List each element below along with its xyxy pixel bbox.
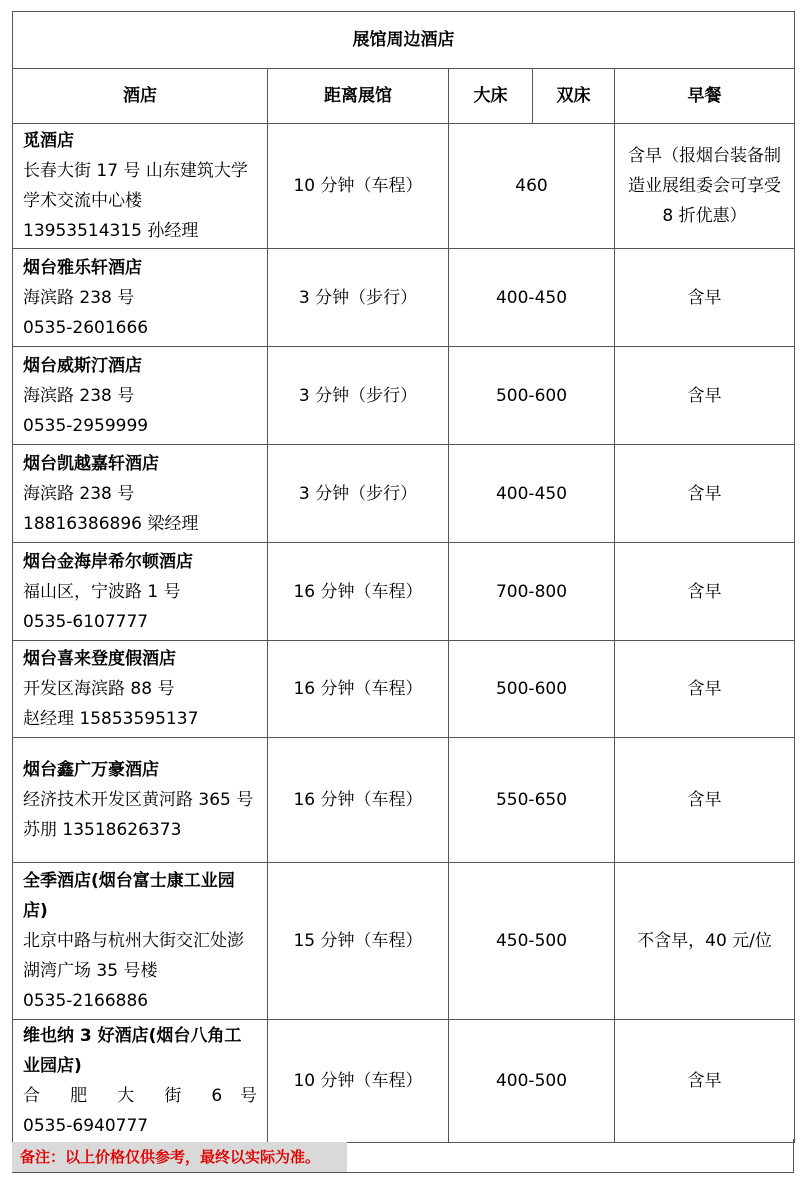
hotel-contact: 苏朋 13518626373: [23, 820, 182, 840]
table-row: [13, 641, 795, 738]
hotel-contact: 0535-2601666: [23, 317, 149, 338]
hotel-contact: 0535-6107777: [23, 611, 149, 632]
table-row: [13, 543, 795, 641]
header-twin-bed: 双床: [533, 69, 615, 124]
hotel-contact: 赵经理 15853595137: [23, 709, 199, 729]
price-cell: 460: [449, 124, 615, 249]
hotel-name: 烟台凯越嘉轩酒店: [23, 453, 159, 474]
hotel-address: 北京中路与杭州大街交汇处澎湖湾广场 35 号楼: [23, 931, 244, 981]
hotel-name: 烟台喜来登度假酒店: [23, 649, 176, 669]
distance-cell: 3 分钟（步行）: [268, 445, 449, 543]
hotel-cell: [13, 738, 268, 863]
distance-cell: 16 分钟（车程）: [268, 641, 449, 738]
hotel-cell: [13, 124, 268, 249]
distance-cell: 16 分钟（车程）: [268, 738, 449, 863]
breakfast-cell: 含早: [615, 543, 795, 641]
hotel-address: 合 肥 大 街 6 号: [23, 1086, 257, 1106]
hotel-name: 烟台鑫广万豪酒店: [23, 760, 159, 780]
hotel-name: 全季酒店(烟台富士康工业园店): [23, 871, 235, 921]
distance-cell: 10 分钟（车程）: [268, 1020, 449, 1143]
hotel-address: 海滨路 238 号: [23, 483, 135, 504]
header-breakfast: 早餐: [615, 69, 795, 124]
price-cell: 450-500: [449, 863, 615, 1020]
hotel-cell: [13, 543, 268, 641]
hotel-address: 经济技术开发区黄河路 365 号: [23, 790, 254, 810]
breakfast-cell: 含早（报烟台装备制造业展组委会可享受 8 折优惠）: [615, 124, 795, 249]
hotel-address: 长春大街 17 号 山东建筑大学学术交流中心楼: [23, 161, 248, 211]
hotel-contact: 13953514315 孙经理: [23, 221, 199, 241]
price-cell: 550-650: [449, 738, 615, 863]
hotel-name: 烟台威斯汀酒店: [23, 355, 142, 376]
hotel-cell: [13, 1020, 268, 1143]
price-cell: 500-600: [449, 347, 615, 445]
table-row: [13, 445, 795, 543]
hotel-cell: [13, 863, 268, 1020]
header-hotel: 酒店: [13, 69, 268, 124]
table-row: [13, 347, 795, 445]
distance-cell: 3 分钟（步行）: [268, 249, 449, 347]
hotel-contact: 0535-6940777: [23, 1116, 149, 1136]
breakfast-cell: 含早: [615, 1020, 795, 1143]
breakfast-cell: 含早: [615, 347, 795, 445]
hotel-cell: [13, 641, 268, 738]
distance-cell: 3 分钟（步行）: [268, 347, 449, 445]
table-row: [13, 124, 795, 249]
breakfast-cell: 不含早，40 元/位: [615, 863, 795, 1020]
price-cell: 400-450: [449, 445, 615, 543]
distance-cell: 10 分钟（车程）: [268, 124, 449, 249]
hotel-cell: [13, 249, 268, 347]
table-row: [13, 1020, 795, 1143]
table-bottom-border: [12, 1172, 794, 1173]
table-row: [13, 863, 795, 1020]
price-cell: 700-800: [449, 543, 615, 641]
hotel-address: 海滨路 238 号: [23, 385, 135, 406]
distance-cell: 16 分钟（车程）: [268, 543, 449, 641]
hotel-name: 烟台金海岸希尔顿酒店: [23, 551, 193, 572]
header-king-bed: 大床: [449, 69, 533, 124]
hotel-cell: [13, 445, 268, 543]
hotel-address: 开发区海滨路 88 号: [23, 679, 175, 699]
hotel-cell: [13, 347, 268, 445]
price-note: 备注：以上价格仅供参考，最终以实际为准。: [20, 1148, 321, 1166]
breakfast-cell: 含早: [615, 445, 795, 543]
hotel-name: 烟台雅乐轩酒店: [23, 257, 142, 278]
hotel-table: [12, 11, 795, 1143]
hotel-address: 福山区，宁波路 1 号: [23, 581, 181, 602]
breakfast-cell: 含早: [615, 641, 795, 738]
hotel-name: 觅酒店: [23, 131, 74, 151]
table-row: [13, 738, 795, 863]
distance-cell: 15 分钟（车程）: [268, 863, 449, 1020]
header-distance: 距离展馆: [268, 69, 449, 124]
price-cell: 500-600: [449, 641, 615, 738]
price-cell: 400-500: [449, 1020, 615, 1143]
breakfast-cell: 含早: [615, 738, 795, 863]
table-row: [13, 249, 795, 347]
hotel-address: 海滨路 238 号: [23, 287, 135, 308]
hotel-contact: 0535-2166886: [23, 991, 149, 1011]
hotel-name: 维也纳 3 好酒店(烟台八角工业园店): [23, 1026, 242, 1076]
hotel-contact: 0535-2959999: [23, 415, 149, 436]
price-cell: 400-450: [449, 249, 615, 347]
hotel-contact: 18816386896 梁经理: [23, 513, 199, 534]
table-title: 展馆周边酒店: [13, 12, 795, 69]
breakfast-cell: 含早: [615, 249, 795, 347]
